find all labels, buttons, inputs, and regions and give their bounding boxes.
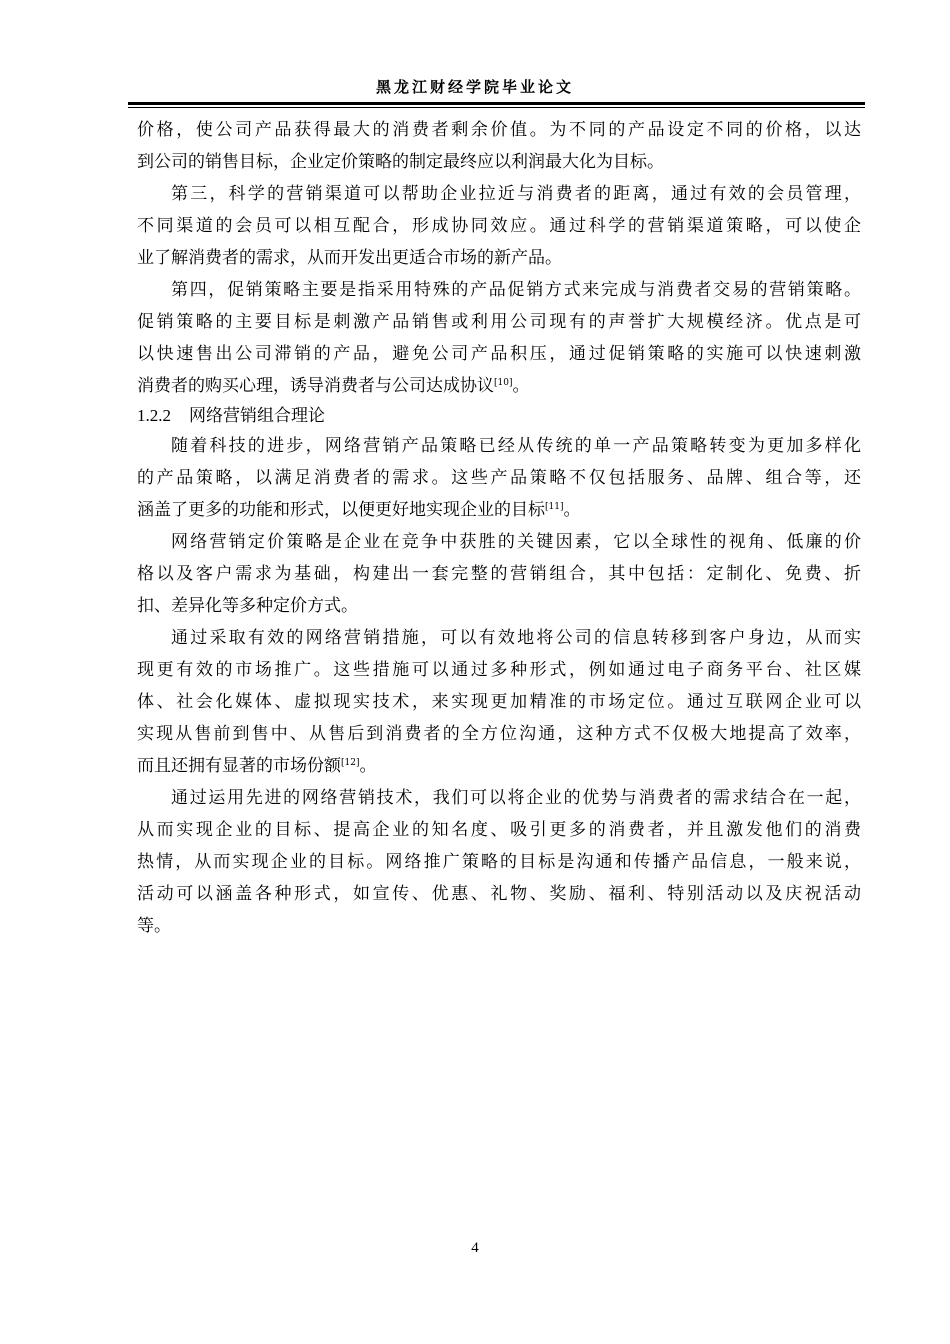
text-line: 现更有效的市场推广。这些措施可以通过多种形式，例如通过电子商务平台、社区媒: [137, 660, 861, 680]
citation-ref: [12]: [341, 758, 360, 768]
text-line: 不同渠道的会员可以相互配合，形成协同效应。通过科学的营销渠道策略，可以使企: [137, 216, 861, 236]
body-text: [137, 114, 861, 942]
text-line: 格以及客户需求为基础，构建出一套完整的营销组合，其中包括：定制化、免费、折: [137, 564, 861, 584]
text-line: 从而实现企业的目标、提高企业的知名度、吸引更多的消费者，并且激发他们的消费: [137, 820, 861, 840]
text-line: 第四，促销策略主要是指采用特殊的产品促销方式来完成与消费者交易的营销策略。: [171, 280, 861, 300]
text-run: 。: [512, 376, 530, 396]
text-line: 扣、差异化等多种定价方式。: [137, 596, 358, 616]
text-line: 价格，使公司产品获得最大的消费者剩余价值。为不同的产品设定不同的价格，以达: [137, 120, 861, 140]
text-line: 通过运用先进的网络营销技术，我们可以将企业的优势与消费者的需求结合在一起，: [171, 788, 861, 808]
text-run: 。: [359, 756, 377, 776]
section-heading: [137, 402, 861, 430]
text-run: 涵盖了更多的功能和形式，以便更好地实现企业的目标: [137, 500, 545, 520]
citation-ref: [11]: [545, 502, 564, 512]
text-line: 促销策略的主要目标是刺激产品销售或利用公司现有的声誉扩大规模经济。优点是可: [137, 312, 861, 332]
text-line: 到公司的销售目标，企业定价策略的制定最终应以利润最大化为目标。: [137, 152, 664, 172]
section-number: 1.2.2: [137, 406, 171, 425]
text-line: 网络营销定价策略是企业在竞争中获胜的关键因素，它以全球性的视角、低廉的价: [171, 532, 861, 552]
text-line: 实现从售前到售中、从售后到消费者的全方位沟通，这种方式不仅极大地提高了效率，: [137, 724, 861, 744]
text-line: 第三，科学的营销渠道可以帮助企业拉近与消费者的距离，通过有效的会员管理，: [171, 184, 861, 204]
text-line: 通过采取有效的网络营销措施，可以有效地将公司的信息转移到客户身边，从而实: [171, 628, 861, 648]
text-line: [137, 494, 861, 526]
text-line: [137, 750, 861, 782]
page-number: 4: [471, 1240, 479, 1256]
section-title: 网络营销组合理论: [189, 406, 325, 426]
text-line: 热情，从而实现企业的目标。网络推广策略的目标是沟通和传播产品信息，一般来说，: [137, 852, 861, 872]
text-run: 。: [563, 500, 581, 520]
text-line: 的产品策略，以满足消费者的需求。这些产品策略不仅包括服务、品牌、组合等，还: [137, 468, 861, 488]
text-line: 随着科技的进步，网络营销产品策略已经从传统的单一产品策略转变为更加多样化: [171, 436, 861, 456]
header-rule-thin: [128, 107, 865, 108]
header-rule-thick: [128, 102, 865, 105]
text-line: 业了解消费者的需求，从而开发出更适合市场的新产品。: [137, 248, 562, 268]
citation-ref: [10]: [494, 378, 513, 388]
text-run: 消费者的购买心理，诱导消费者与公司达成协议: [137, 376, 494, 396]
text-run: 而且还拥有显著的市场份额: [137, 756, 341, 776]
text-line: 体、社会化媒体、虚拟现实技术，来实现更加精准的市场定位。通过互联网企业可以: [137, 692, 861, 712]
text-line: 以快速售出公司滞销的产品，避免公司产品积压，通过促销策略的实施可以快速刺激: [137, 344, 861, 364]
text-line: 等。: [137, 916, 171, 936]
running-header: 黑龙江财经学院毕业论文: [375, 78, 574, 96]
text-line: 活动可以涵盖各种形式，如宣传、优惠、礼物、奖励、福利、特别活动以及庆祝活动: [137, 884, 861, 904]
text-line: [137, 370, 861, 402]
